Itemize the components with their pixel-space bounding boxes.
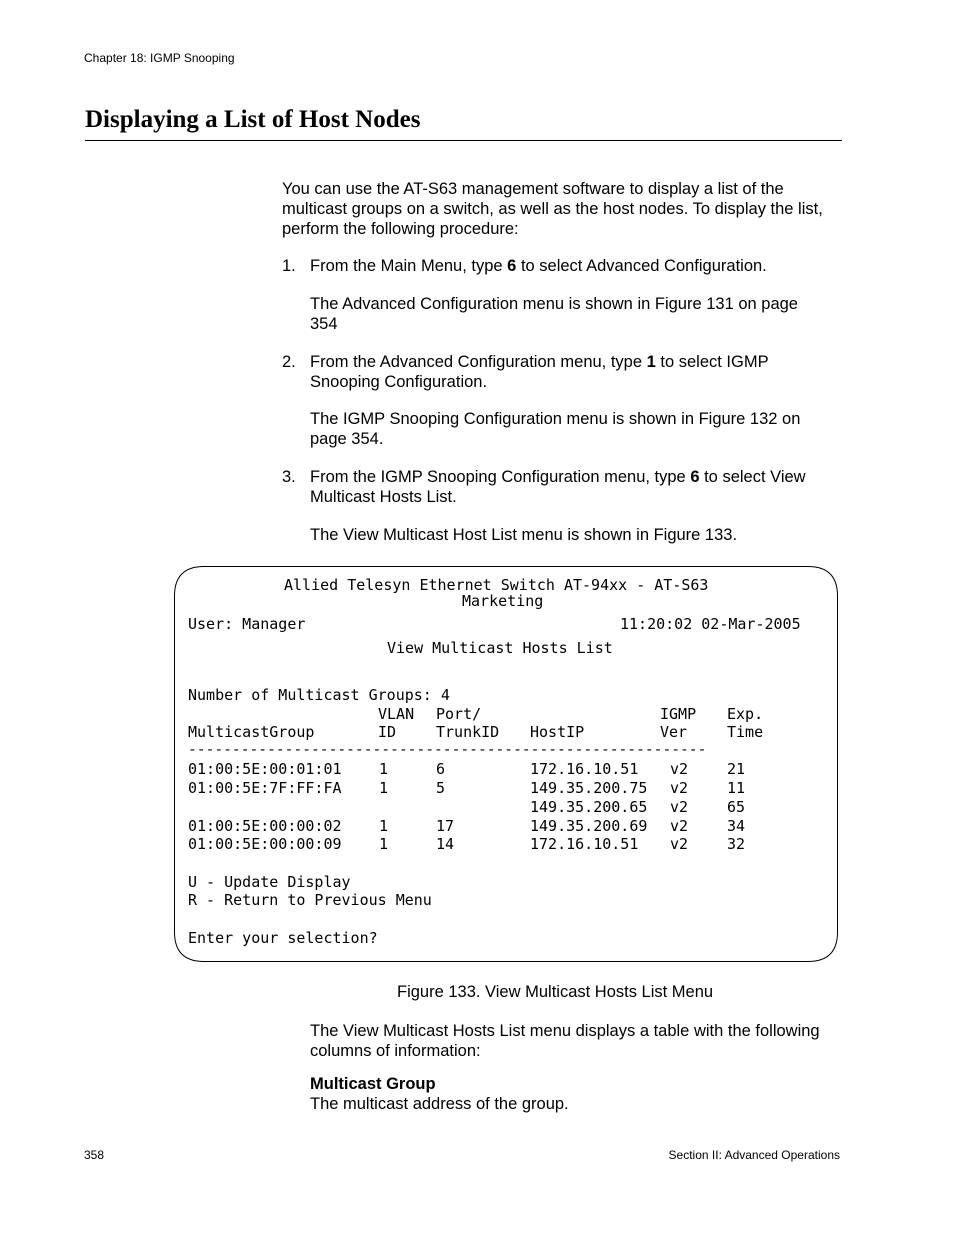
step-text-pre: From the Main Menu, type — [310, 257, 508, 275]
cell-group: 01:00:5E:00:01:01 — [188, 760, 342, 778]
cell-port: 17 — [436, 817, 455, 835]
col-header-igmp: IGMP — [660, 705, 697, 723]
intro-line: perform the following procedure: — [282, 220, 519, 238]
step-3-note — [310, 525, 845, 545]
cell-port: 6 — [436, 760, 446, 778]
note-line: The Advanced Configuration menu is shown in Figure 131 on page — [310, 295, 798, 313]
cell-igmp: v2 — [670, 798, 689, 816]
description-line: columns of information: — [310, 1042, 481, 1060]
cell-host: 149.35.200.65 — [530, 798, 648, 816]
step-text-post: to select Advanced Configuration. — [516, 257, 767, 275]
cell-vlan: 1 — [379, 817, 389, 835]
cell-exp: 34 — [727, 817, 746, 835]
selection-prompt: Enter your selection? — [188, 929, 378, 947]
terminal-group-count: Number of Multicast Groups: 4 — [188, 686, 450, 704]
note-line: 354 — [310, 315, 338, 333]
menu-option-return: R - Return to Previous Menu — [188, 891, 432, 909]
definition-term: Multicast Group — [310, 1075, 436, 1093]
cell-host: 172.16.10.51 — [530, 760, 639, 778]
cell-host: 149.35.200.75 — [530, 779, 648, 797]
cell-vlan: 1 — [379, 779, 389, 797]
col-header-exp: Exp. — [727, 705, 764, 723]
col-header-vlan-id: ID — [378, 723, 397, 741]
step-key: 6 — [690, 468, 700, 486]
col-header-hostip: HostIP — [530, 723, 585, 741]
step-text-post: to select View — [699, 468, 806, 486]
cell-port: 5 — [436, 779, 446, 797]
cell-igmp: v2 — [670, 760, 689, 778]
note-line: The IGMP Snooping Configuration menu is shown in Figure 132 on — [310, 410, 801, 428]
intro-line: multicast groups on a switch, as well as the host nodes. To display the list, — [282, 200, 823, 218]
cell-exp: 21 — [727, 760, 746, 778]
step-text — [310, 467, 845, 507]
cell-igmp: v2 — [670, 817, 689, 835]
description-line: The View Multicast Hosts List menu displays a table with the following — [310, 1022, 820, 1040]
step-text-post: to select IGMP — [655, 353, 769, 371]
terminal-location: Marketing — [462, 592, 544, 610]
intro-line: You can use the AT-S63 management software to display a list of the — [282, 180, 784, 198]
terminal-timestamp: 11:20:02 02-Mar-2005 — [620, 615, 801, 633]
menu-option-update: U - Update Display — [188, 873, 351, 891]
cell-igmp: v2 — [670, 835, 689, 853]
definition-text: The multicast address of the group. — [310, 1095, 569, 1113]
step-text — [310, 256, 845, 276]
cell-host: 172.16.10.51 — [530, 835, 639, 853]
col-header-ver: Ver — [660, 723, 688, 741]
cell-group: 01:00:5E:7F:FF:FA — [188, 779, 342, 797]
step-key: 6 — [507, 257, 517, 275]
cell-exp: 65 — [727, 798, 746, 816]
step-key: 1 — [646, 353, 656, 371]
running-header: Chapter 18: IGMP Snooping — [84, 51, 235, 65]
step-number: 2. — [282, 353, 296, 371]
figure-caption: Figure 133. View Multicast Hosts List Menu — [397, 983, 714, 1001]
cell-vlan: 1 — [379, 760, 389, 778]
col-header-group: MulticastGroup — [188, 723, 315, 741]
cell-igmp: v2 — [670, 779, 689, 797]
col-header-vlan: VLAN — [378, 705, 415, 723]
cell-group: 01:00:5E:00:00:02 — [188, 817, 342, 835]
step-text-cont: Multicast Hosts List. — [310, 488, 457, 506]
section-title: Displaying a List of Host Nodes — [85, 106, 421, 133]
step-text — [310, 352, 845, 392]
cell-group: 01:00:5E:00:00:09 — [188, 835, 342, 853]
cell-host: 149.35.200.69 — [530, 817, 648, 835]
cell-exp: 32 — [727, 835, 746, 853]
col-header-port: Port/ — [436, 705, 482, 723]
title-rule — [85, 140, 842, 141]
page-number: 358 — [84, 1148, 105, 1162]
step-text-pre: From the Advanced Configuration menu, type — [310, 353, 647, 371]
step-2-note — [310, 409, 845, 449]
cell-exp: 11 — [727, 779, 746, 797]
step-text-cont: Snooping Configuration. — [310, 373, 488, 391]
note-line: page 354. — [310, 430, 384, 448]
terminal-menu-title: View Multicast Hosts List — [387, 639, 613, 657]
cell-vlan: 1 — [379, 835, 389, 853]
step-number: 1. — [282, 257, 296, 275]
terminal-separator: ----------------------------------------------------------- — [188, 741, 707, 758]
col-header-trunkid: TrunkID — [436, 723, 500, 741]
note-line: The View Multicast Host List menu is shown in Figure 133. — [310, 526, 738, 544]
terminal-system-name: Allied Telesyn Ethernet Switch AT-94xx - AT-S63 — [284, 576, 709, 594]
running-footer: Section II: Advanced Operations — [668, 1148, 840, 1162]
cell-port: 14 — [436, 835, 455, 853]
terminal-user: User: Manager — [188, 615, 306, 633]
step-number: 3. — [282, 468, 296, 486]
step-text-pre: From the IGMP Snooping Configuration menu, type — [310, 468, 691, 486]
intro-paragraph — [282, 179, 847, 239]
step-1-note — [310, 294, 845, 334]
col-header-time: Time — [727, 723, 764, 741]
description-paragraph — [310, 1021, 850, 1061]
